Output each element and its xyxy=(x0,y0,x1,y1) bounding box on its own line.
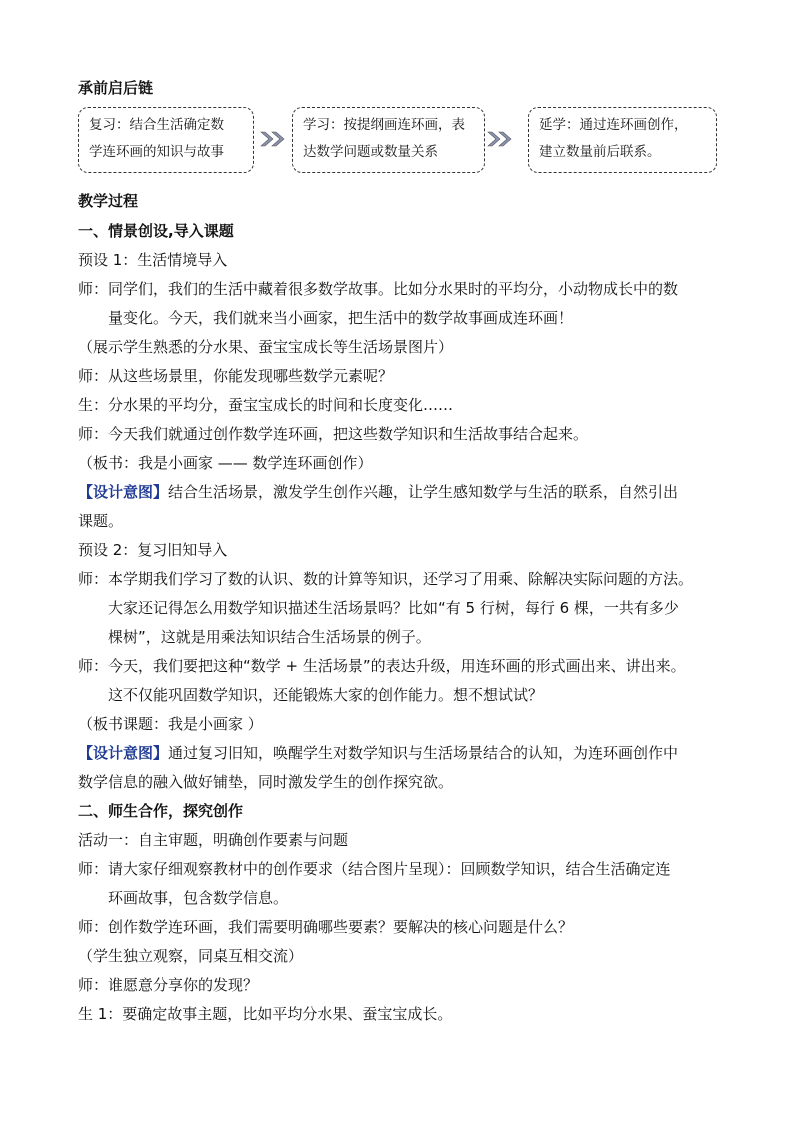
student-activity-note: （学生独立观察，同桌互相交流） xyxy=(78,947,304,965)
teacher-line-cont: 这不仅能巩固数学知识，还能锻炼大家的创作能力。想不想试试？ xyxy=(108,686,544,704)
board-note: （板书：我是小画家 —— 数学连环画创作） xyxy=(78,454,373,472)
design-intent-label: 【设计意图】 xyxy=(78,483,169,501)
learn-box xyxy=(292,107,485,173)
review-line-2: 学连环画的知识与故事 xyxy=(89,144,224,160)
extend-line-2: 建立数量前后联系。 xyxy=(539,144,661,160)
design-intent-text: 结合生活场景，激发学生创作兴趣，让学生感知数学与生活的联系，自然引出 xyxy=(168,483,679,501)
design-intent xyxy=(78,743,678,763)
activity-1: 活动一：自主审题，明确创作要素与问题 xyxy=(78,831,349,849)
double-chevron-right-icon xyxy=(486,130,516,148)
preset-2: 预设 2：复习旧知导入 xyxy=(78,541,228,559)
extend-line-1: 延学：通过连环画创作， xyxy=(539,117,688,133)
teacher-line: 师：今天我们就通过创作数学连环画，把这些数学知识和生活故事结合起来。 xyxy=(78,425,589,443)
teacher-line: 师：本学期我们学习了数的认识、数的计算等知识，还学习了用乘、除解决实际问题的方法。 xyxy=(78,570,694,588)
scene-note: （展示学生熟悉的分水果、蚕宝宝成长等生活场景图片） xyxy=(78,338,454,356)
student-line: 生：分水果的平均分，蚕宝宝成长的时间和长度变化…… xyxy=(78,396,454,414)
section1-heading: 一、情景创设,导入课题 xyxy=(78,222,234,240)
preset-1: 预设 1：生活情境导入 xyxy=(78,251,228,269)
teacher-line: 师：创作数学连环画，我们需要明确哪些要素？要解决的核心问题是什么？ xyxy=(78,918,574,936)
teacher-line: 师：同学们，我们的生活中藏着很多数学故事。比如分水果时的平均分，小动物成长中的数 xyxy=(78,280,679,298)
review-box xyxy=(78,107,254,173)
teacher-line-cont: 量变化。今天，我们就来当小画家，把生活中的数学故事画成连环画！ xyxy=(108,309,574,327)
teacher-line: 师：请大家仔细观察教材中的创作要求（结合图片呈现）：回顾数学知识，结合生活确定连 xyxy=(78,860,671,878)
double-chevron-right-icon xyxy=(259,130,289,148)
teacher-line-cont: 大家还记得怎么用数学知识描述生活场景吗？比如“有 5 行树，每行 6 棵，一共有多少 xyxy=(108,599,679,617)
design-intent-text: 通过复习旧知，唤醒学生对数学知识与生活场景结合的认知，为连环画创作中 xyxy=(168,744,679,762)
teacher-line: 师：今天，我们要把这种“数学 + 生活场景”的表达升级，用连环画的形式画出来、讲出来。 xyxy=(78,657,686,675)
teacher-line-cont: 环画故事，包含数学信息。 xyxy=(108,889,289,907)
teacher-line: 师：谁愿意分享你的发现？ xyxy=(78,976,259,994)
board-note: （板书课题：我是小画家 ） xyxy=(78,715,263,733)
review-line-1: 复习：结合生活确定数 xyxy=(89,117,224,133)
extend-box xyxy=(528,107,717,173)
design-intent-label: 【设计意图】 xyxy=(78,744,169,762)
design-intent-cont: 课题。 xyxy=(78,512,124,530)
teacher-line-cont: 棵树”，这就是用乘法知识结合生活场景的例子。 xyxy=(108,628,431,646)
student-line: 生 1：要确定故事主题，比如平均分水果、蚕宝宝成长。 xyxy=(78,1005,453,1023)
learn-line-1: 学习：按提纲画连环画，表 xyxy=(303,117,465,133)
design-intent-cont: 数学信息的融入做好铺垫，同时激发学生的创作探究欲。 xyxy=(78,773,454,791)
design-intent xyxy=(78,482,678,502)
chain-title: 承前启后链 xyxy=(78,79,154,97)
process-title: 教学过程 xyxy=(78,192,139,210)
section2-heading: 二、师生合作，探究创作 xyxy=(78,802,244,820)
learn-line-2: 达数学问题或数量关系 xyxy=(303,144,438,160)
teacher-line: 师：从这些场景里，你能发现哪些数学元素呢？ xyxy=(78,367,394,385)
